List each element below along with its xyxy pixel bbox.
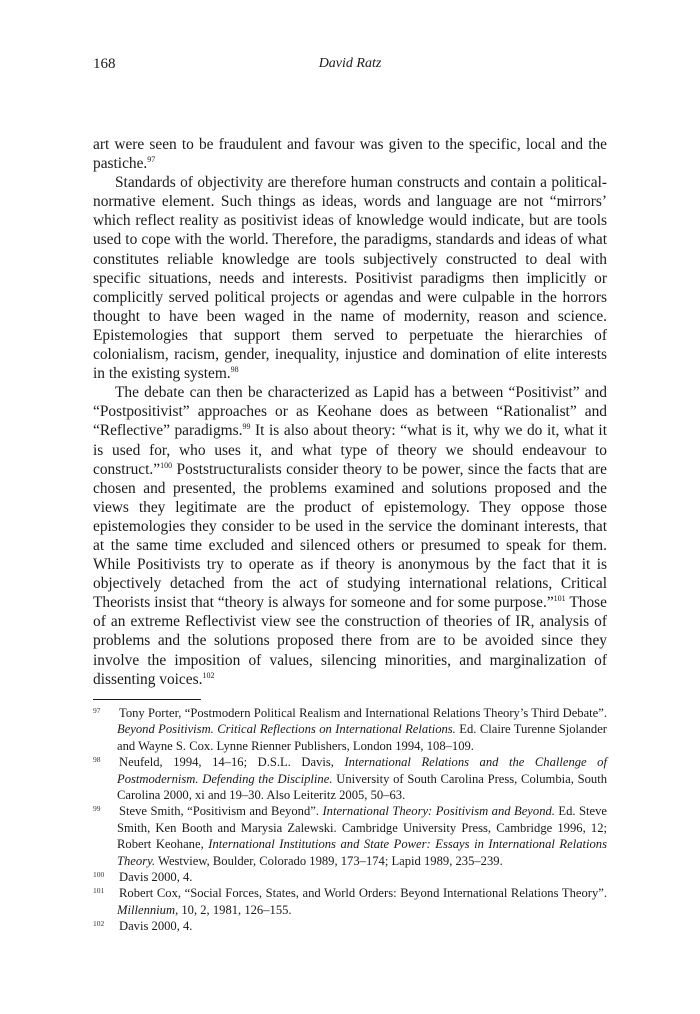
paragraph-text: Standards of objectivity are therefore human constructs and contain a political-normative element. Such things as ideas, words and language are not “mirrors’ which reflect reality as positivist ideas of knowledge would indicate, but are tools used to cope with the world. Therefore, the paradigms, standards and ideas of what constitutes reliable knowledge are tools subjectively constructed to deal with specific situations, needs and interests. Positivist paradigms then implicitly or complicitly served political projects or agendas and were culpable in the horrors thought to have been waged in the name of modernity, reason and science. Epistemologies that support them served to perpetuate the hierarchies of colonialism, racism, gender, inequality, injustice and domination of elite interests in the existing system. <box>93 174 607 383</box>
footnote-number: 99 <box>93 804 101 814</box>
footnote-text <box>117 705 607 754</box>
footnote-italic-title: International Institutions and State Power: Essays in International Relations Theory. <box>117 837 607 868</box>
footnote-reference-97[interactable]: 97 <box>147 155 156 165</box>
footnote-text <box>117 918 607 934</box>
footnote-text: Neufeld, 1994, 14–16; D.S.L. Davis, <box>119 755 345 770</box>
footnote-98 <box>93 754 607 803</box>
running-header-author: David Ratz <box>318 56 382 71</box>
footnote-reference-101[interactable]: 101 <box>553 594 566 604</box>
footnote-101 <box>93 885 607 918</box>
footnote-reference-99[interactable]: 99 <box>242 422 251 432</box>
paragraph-text: It is also about theory: “what is it, why we do it, what it is used for, who uses it, and what type of theory we should endeavour to construct.” <box>93 422 607 478</box>
footnote-text <box>117 885 607 918</box>
footnote-reference-98[interactable]: 98 <box>230 365 239 375</box>
footnote-text: University of South Carolina Press, Columbia, South Carolina 2000, xi and 19–30. Also Leiteritz 2005, 50–63. <box>117 771 607 803</box>
footnote-text: Tony Porter, “Postmodern Political Realism and International Relations Theory’s Third Debate”. <box>119 706 607 720</box>
footnote-text <box>117 869 607 885</box>
paragraph-text: The debate can then be characterized as Lapid has a between “Positivist” and “Postpositivist” approaches or as Keohane does as between “Rationalist” and “Reflective” paradigms. <box>93 384 607 440</box>
footnote-text <box>117 803 607 869</box>
footnote-italic-title: International Relations and the Challenge of Postmodernism. Defending the Discipline. <box>117 755 607 786</box>
footnote-number: 102 <box>93 919 105 929</box>
footnote-102 <box>93 918 607 934</box>
footnotes-section <box>93 705 607 935</box>
body-paragraph <box>93 135 607 173</box>
footnote-text: Davis 2000, 4. <box>119 919 193 934</box>
footnote-italic-title: Beyond Positivism. Critical Reflections on International Relations. <box>117 722 456 737</box>
footnote-99 <box>93 803 607 869</box>
footnote-text: Ed. Claire Turenne Sjolander and Wayne S. Cox. Lynne Rienner Publishers, London 1994, 108–109. <box>117 722 607 753</box>
footnote-number: 100 <box>93 870 105 880</box>
footnote-italic-title: International Theory: Positivism and Beyond. <box>322 804 555 819</box>
footnote-100 <box>93 869 607 885</box>
footnote-reference-100[interactable]: 100 <box>160 460 173 470</box>
footnote-italic-title: Millennium <box>117 902 176 917</box>
footnote-text <box>117 754 607 803</box>
footnote-text: Ed. Steve Smith, Ken Booth and Marysia Zalewski. Cambridge University Press, Cambridge 1996, 12; Robert Keohane, <box>117 804 607 852</box>
paragraph-text: Poststructuralists consider theory to be power, since the facts that are chosen and presented, the problems examined and solutions proposed and the views they legitimate are the product of epistemology. They oppose those epistemologies they consider to be used in the service the dominant interests, that at the same time excluded and silenced others or presumed to speak for them. While Positivists try to operate as if theory is anonymous by the fact that it is objectively detached from the act of studying international relations, Critical Theorists insist that “theory is always for someone and for some purpose.” <box>93 460 607 612</box>
footnote-number: 98 <box>93 755 101 765</box>
running-header <box>93 54 607 74</box>
footnote-text: , 10, 2, 1981, 126–155. <box>175 902 292 917</box>
paragraph-text: Those of an extreme Reflectivist view see the construction of theories of IR, analysis of problems and the solutions proposed there from are to be avoided since they involve the imposition of values, silencing minorities, and marginalization of dissenting voices. <box>93 594 607 688</box>
main-body-text <box>93 135 607 689</box>
footnote-number: 101 <box>93 886 105 896</box>
footnote-text: Westview, Boulder, Colorado 1989, 173–174; Lapid 1989, 235–239. <box>155 853 503 868</box>
footnote-divider <box>93 699 201 700</box>
footnote-text: Davis 2000, 4. <box>119 870 193 885</box>
footnote-number: 97 <box>93 706 101 715</box>
footnote-97 <box>93 705 607 754</box>
footnote-reference-102[interactable]: 102 <box>202 670 215 680</box>
body-paragraph <box>93 173 607 383</box>
footnote-text: Robert Cox, “Social Forces, States, and World Orders: Beyond International Relations Theory”. <box>119 886 607 901</box>
page-number: 168 <box>93 56 116 72</box>
body-paragraph <box>93 383 607 689</box>
paragraph-text: art were seen to be fraudulent and favour was given to the specific, local and the pastiche. <box>93 136 607 173</box>
footnote-text: Steve Smith, “Positivism and Beyond”. <box>119 804 323 819</box>
